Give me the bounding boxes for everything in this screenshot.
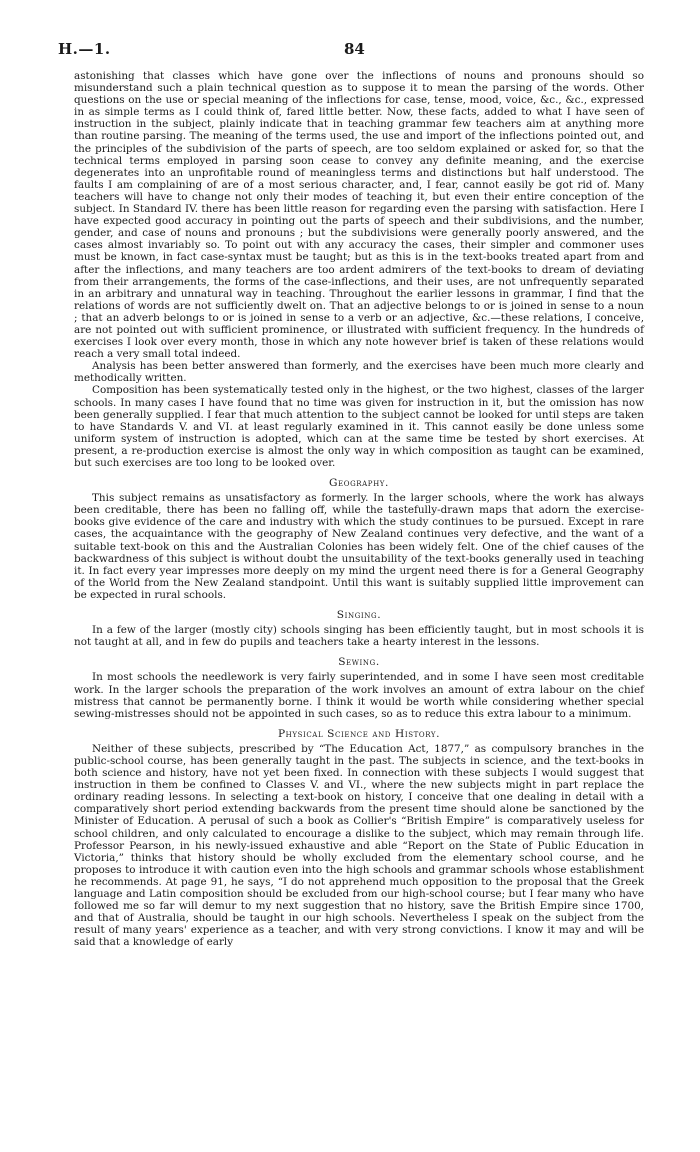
- document-id: H.—1.: [58, 40, 111, 58]
- singing-heading: Singing.: [336, 609, 382, 622]
- page-number: 84: [344, 40, 365, 58]
- sewing-heading: Sewing.: [338, 656, 380, 669]
- grammar-paragraph: astonishing that classes which have gone over the inflections of nouns and pronouns should so misunderstand such a plain technical question as to suppose it to mean the parsing of the words. Other questions on the use or special meaning of the inflections for case, tense, mood, voice, &c., &c., expressed in as simple terms as I could think of, fared little better. Now, these facts, added to what I have seen of instruction in the subject, plainly indicate that in teaching grammar few teachers aim at anything more than routine parsing. The meaning of the terms used, the use and import of the inflections pointed out, and the principles of the subdivision of the parts of speech, are too seldom explained or asked for, so that the technical terms employed in parsing soon cease to convey any definite meaning, and the exercise degenerates into an unprofitable round of meaningless terms and distinctions but half understood. The faults I am complaining of are of a most serious character, and, I fear, cannot easily be got rid of. Many teachers will have to change not only their modes of teaching it, but even their entire conception of the subject. In Standard IV. there has been little reason for regarding even the parsing with satisfaction. Here I have expected good accuracy in pointing out the parts of speech and their subdivisions, and the number, gender, and case of nouns and pronouns ; but the subdivisions were generally poorly answered, and the cases almost invariably so. To point out with any accuracy the cases, their simpler and commoner uses must be known, in fact case-syntax must be taught; but as this is in the text-books treated apart from and after the inflections, and many teachers are too ardent admirers of the text-books to dream of deviating from their arrangements, the forms of the case-inflections, and their uses, are not unfrequently separated in an arbitrary and unnatural way in teaching. Throughout the earlier lessons in grammar, I find that the relations of words are not sufficiently dwelt on. That an adjective belongs to or is joined in sense to a noun ; that an adverb belongs to or is joined in sense to a verb or an adjective, &c.—these relations, I conceive, are not pointed out with sufficient prominence, or illustrated with sufficient frequency. In the hundreds of exercises I look over every month, those in which any note however brief is taken of these relations would reach a very small total indeed.: [74, 70, 644, 361]
- geography-heading: Geography.: [328, 477, 390, 490]
- composition-paragraph: Composition has been systematically tested only in the highest, or the two highest, classes of the larger schools. In many cases I have found that no time was given for instruction in it, but the omission has now been generally supplied. I fear that much attention to the subject cannot be looked for until steps are taken to have Standards V. and VI. at least regularly examined in it. This cannot easily be done unless some uniform system of instruction is adopted, which can at the same time be tested by short exercises. At present, a re-production exercise is almost the only way in which composition as taught can be examined, but such exercises are too long to be looked over.: [74, 384, 644, 469]
- singing-paragraph: In a few of the larger (mostly city) schools singing has been efficiently taught, but in most schools it is not taught at all, and in few do pupils and teachers take a hearty interest in the lessons.: [74, 624, 644, 649]
- page-header: [58, 40, 646, 60]
- report-body: [74, 70, 644, 948]
- science-history-heading: Physical Science and History.: [277, 727, 441, 740]
- analysis-paragraph: Analysis has been better answered than formerly, and the exercises have been much more clearly and methodically written.: [74, 360, 644, 385]
- sewing-paragraph: In most schools the needlework is very fairly superintended, and in some I have seen most creditable work. In the larger schools the preparation of the work involves an amount of extra labour on the chief mistress that cannot be permanently borne. I think it would be worth while considering whether special sewing-mistresses should not be appointed in such cases, so as to reduce this extra labour to a minimum.: [74, 671, 644, 720]
- geography-paragraph: This subject remains as unsatisfactory as formerly. In the larger schools, where the work has always been creditable, there has been no falling off, while the tastefully-drawn maps that adorn the exercise-books give evidence of the care and industry with which the study continues to be pursued. Except in rare cases, the acquaintance with the geography of New Zealand continues very defective, and the want of a suitable text-book on this and the Australian Colonies has been widely felt. One of the chief causes of the backwardness of this subject is without doubt the unsuitability of the text-books generally used in teaching it. In fact every year impresses more deeply on my mind the urgent need there is for a General Geography of the World from the New Zealand standpoint. Until this want is suitably supplied little improvement can be expected in rural schools.: [74, 492, 644, 601]
- science-history-paragraph: Neither of these subjects, prescribed by “The Education Act, 1877,” as compulsory branches in the public-school course, has been generally taught in the past. The subjects in science, and the text-books in both science and history, have not yet been fixed. In connection with these subjects I would suggest that instruction in them be confined to Classes V. and VI., where the new subjects might in part replace the ordinary reading lessons. In selecting a text-book on history, I conceive that one dealing in detail with a comparatively short period extending backwards from the present time should alone be sanctioned by the Minister of Education. A perusal of such a book as Collier's “British Empire” is comparatively useless for school children, and only calculated to encourage a dislike to the subject, which may remain through life. Professor Pearson, in his newly-issued exhaustive and able “Report on the State of Public Education in Victoria,” thinks that history should be wholly excluded from the elementary school course, and he proposes to introduce it with caution even into the high schools and grammar schools whose establishment he recommends. At page 91, he says, “I do not apprehend much opposition to the proposal that the Greek language and Latin composition should be excluded from our high-school course; but I fear many who have followed me so far will demur to my next suggestion that no history, save the British Empire since 1700, and that of Australia, should be taught in our high schools. Nevertheless I speak on the subject from the result of many years' experience as a teacher, and with very strong convictions. I know it may and will be said that a knowledge of early: [74, 742, 644, 949]
